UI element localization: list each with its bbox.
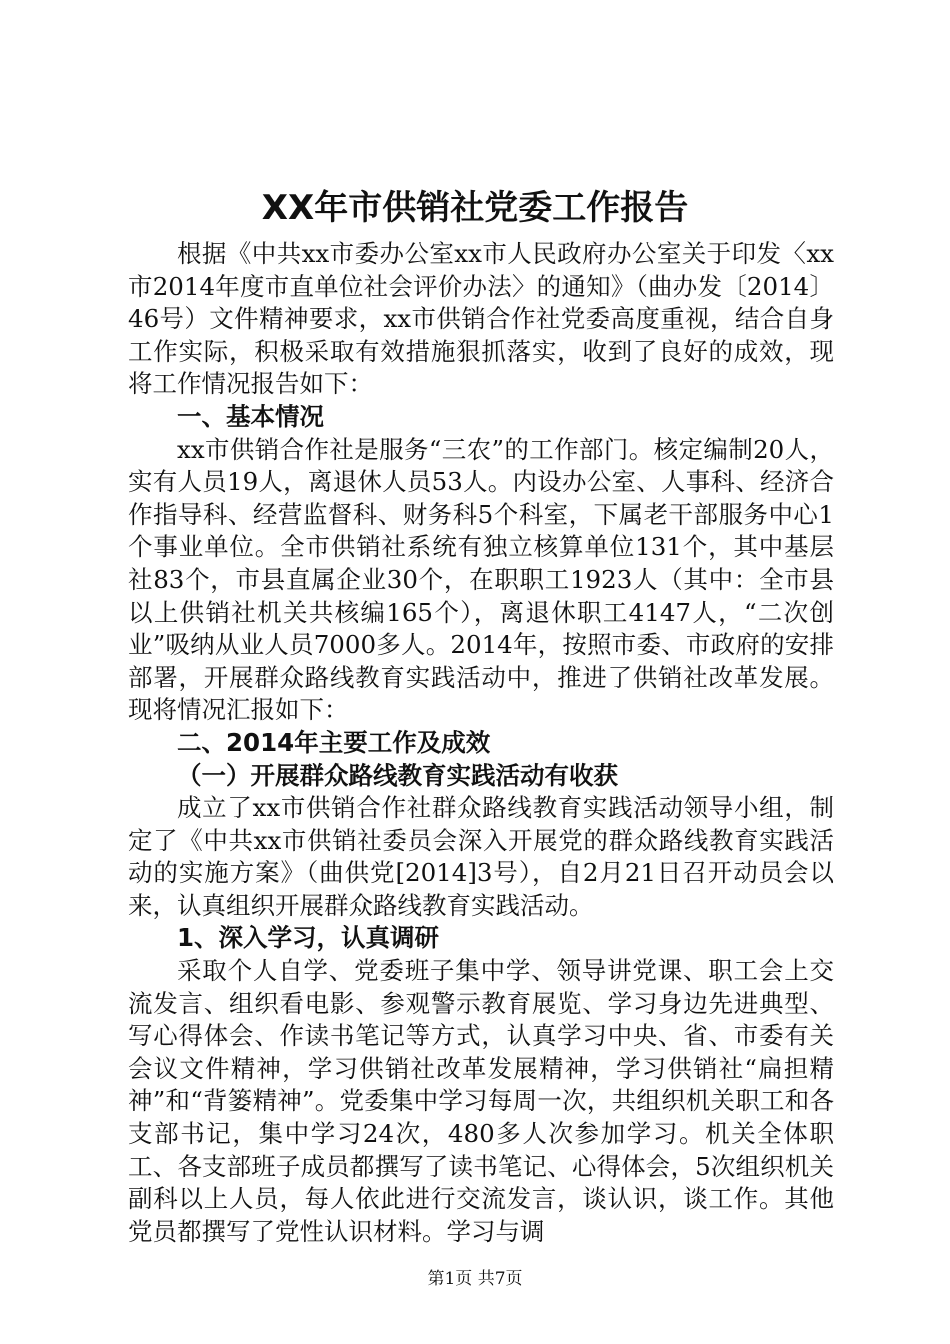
subsection-heading-study: 1、深入学习，认真调研	[177, 923, 440, 953]
section-heading-basic-situation: 一、基本情况	[177, 401, 324, 431]
study-paragraph: 采取个人自学、党委班子集中学、领导讲党课、职工会上交流发言、组织看电影、参观警示教育展览、学习身边先进典型、写心得体会、作读书笔记等方式，认真学习中央、省、市委有关会议文件精神，学习供销社改革发展精神，学习供销社“扁担精神”和“背篓精神”。党委集中学习每周一次，共组织机关职工和各支部书记，集中学习24次，480多人次参加学习。机关全体职工、各支部班子成员都撰写了读书笔记、心得体会，5次组织机关副科以上人员，每人依此进行交流发言，谈认识，谈工作。其他党员都撰写了党性认识材料。学习与调	[128, 956, 834, 1246]
section-heading-main-work: 二、2014年主要工作及成效	[177, 727, 491, 757]
basic-situation-paragraph: xx市供销合作社是服务“三农”的工作部门。核定编制20人，实有人员19人，离退休人员53人。内设办公室、人事科、经济合作指导科、经营监督科、财务科5个科室，下属老干部服务中心1个事业单位。全市供销社系统有独立核算单位131个，其中基层社83个，市县直属企业30个，在职职工1923人（其中：全市县以上供销社机关共核编165个），离退休职工4147人，“二次创业”吸纳从业人员7000多人。2014年，按照市委、市政府的安排部署，开展群众路线教育实践活动中，推进了供销社改革发展。现将情况汇报如下：	[128, 434, 834, 725]
page-footer: 第1页 共7页	[427, 1269, 523, 1289]
intro-paragraph: 根据《中共xx市委办公室xx市人民政府办公室关于印发〈xx市2014年度市直单位社会评价办法〉的通知》（曲办发〔2014〕46号）文件精神要求，xx市供销合作社党委高度重视，结合自身工作实际，积极采取有效措施狠抓落实，收到了良好的成效，现将工作情况报告如下：	[128, 239, 834, 399]
subsection-heading-mass-line: （一）开展群众路线教育实践活动有收获	[177, 760, 618, 790]
mass-line-paragraph: 成立了xx市供销合作社群众路线教育实践活动领导小组，制定了《中共xx市供销社委员会深入开展党的群众路线教育实践活动的实施方案》（曲供党[2014]3号），自2月21日召开动员会以来，认真组织开展群众路线教育实践活动。	[128, 793, 834, 920]
document-body	[128, 238, 834, 1248]
document-title: XX年市供销社党委工作报告	[261, 188, 689, 228]
